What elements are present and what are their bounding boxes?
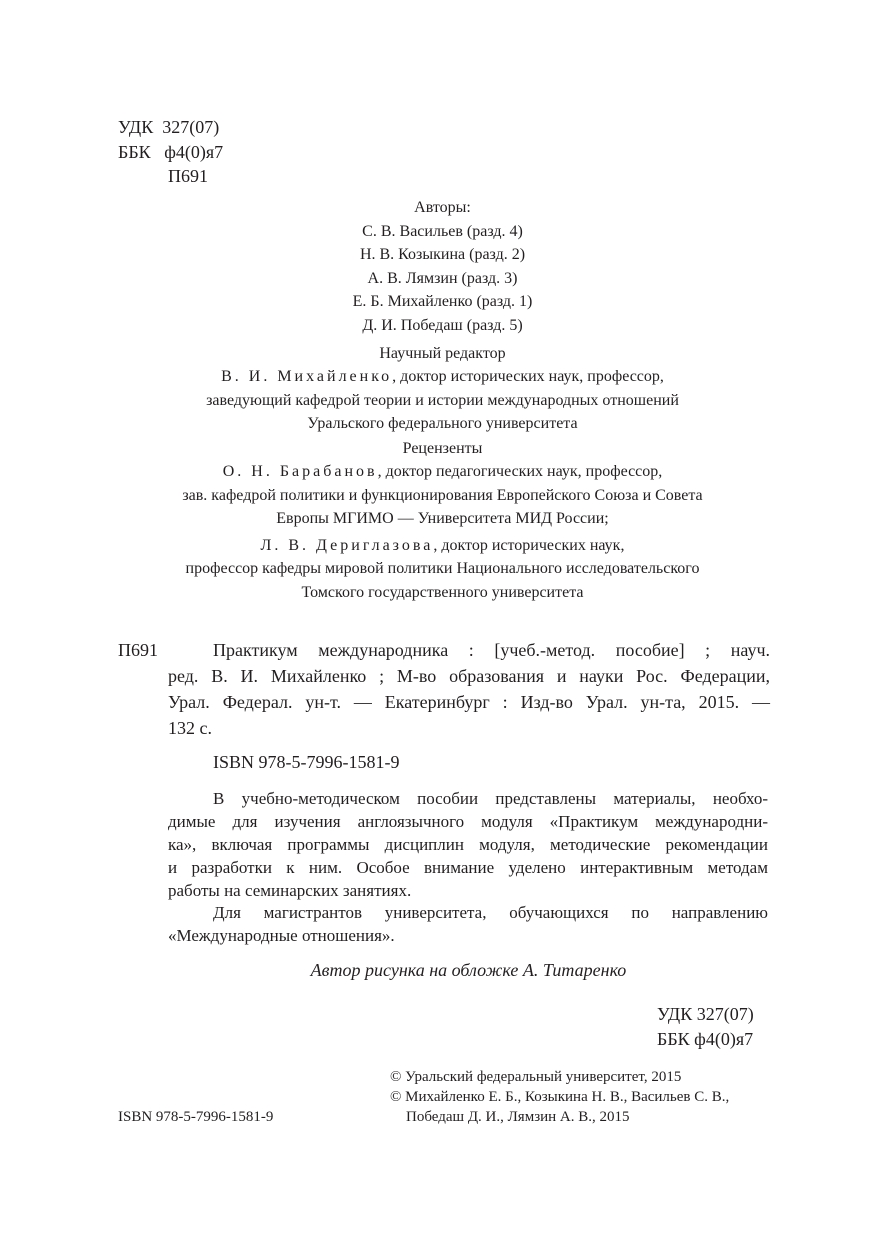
editor-block bbox=[100, 342, 785, 435]
reviewer1-line2: зав. кафедрой политики и функционирования Европейского Союза и Совета bbox=[182, 486, 703, 504]
author-mark: П691 bbox=[168, 166, 208, 186]
reviewer2-name: Л. В. Дериглазова bbox=[260, 537, 434, 554]
udk-line bbox=[118, 115, 219, 139]
authors-title: Авторы: bbox=[414, 199, 471, 216]
abstract-line: димые для изучения англоязычного модуля «Практикум международни- bbox=[168, 812, 768, 831]
reviewer2-line2: профессор кафедры мировой политики Национального исследовательского bbox=[185, 560, 700, 578]
editor-line1: В. И. Михайленко, доктор исторических наук, профессор, bbox=[221, 368, 664, 386]
catalog-line: Практикум международника : [учеб.-метод. пособие] ; науч. bbox=[213, 640, 770, 660]
catalog-isbn: ISBN 978-5-7996-1581-9 bbox=[213, 752, 400, 772]
editor-title: Научный редактор bbox=[379, 345, 506, 362]
footer-bbk: ББК ф4(0)я7 bbox=[657, 1029, 754, 1049]
cover-credit: Автор рисунка на обложке А. Титаренко bbox=[310, 960, 627, 980]
abstract-line: работы на семинарских занятиях. bbox=[168, 881, 412, 900]
reviewer2-line1: Л. В. Дериглазова, доктор исторических наук, bbox=[260, 537, 625, 554]
udk-label: УДК bbox=[118, 117, 154, 137]
reviewer1-name: О. Н. Барабанов bbox=[222, 463, 378, 481]
author-item: Д. И. Победаш (разд. 5) bbox=[362, 316, 523, 334]
editor-line3: Уральского федерального университета bbox=[307, 414, 578, 432]
catalog-line: Урал. Федерал. ун-т. — Екатеринбург : Изд-во Урал. ун-та, 2015. — bbox=[168, 692, 770, 712]
author-item: Н. В. Козыкина (разд. 2) bbox=[359, 246, 526, 264]
abstract-line: и разработки к ним. Особое внимание уделено интерактивным методам bbox=[168, 858, 768, 877]
abstract-line: «Международные отношения». bbox=[168, 926, 395, 945]
reviewers-block bbox=[100, 437, 785, 530]
udk-value: 327(07) bbox=[162, 117, 220, 137]
author-item: А. В. Лямзин (разд. 3) bbox=[367, 269, 518, 287]
reviewer1-line1: О. Н. Барабанов, доктор педагогических наук, профессор, bbox=[222, 463, 663, 481]
footer-udk: УДК 327(07) bbox=[657, 1004, 754, 1024]
copyright-authors-line1: © Михайленко Е. Б., Козыкина Н. В., Васильев С. В., bbox=[390, 1089, 730, 1105]
reviewers-title: Рецензенты bbox=[402, 440, 483, 457]
reviewer2-line3: Томского государственного университета bbox=[301, 583, 584, 601]
abstract-line: ка», включая программы дисциплин модуля, методические рекомендации bbox=[168, 835, 768, 854]
bbk-value: ф4(0)я7 bbox=[164, 142, 224, 162]
copyright-university: © Уральский федеральный университет, 2015 bbox=[390, 1069, 682, 1085]
reviewer1-line3: Европы МГИМО — Университета МИД России; bbox=[276, 509, 609, 527]
catalog-mark: П691 bbox=[118, 640, 158, 660]
catalog-line: 132 с. bbox=[168, 718, 212, 738]
bbk-line bbox=[118, 140, 223, 164]
footer-isbn: ISBN 978-5-7996-1581-9 bbox=[118, 1109, 274, 1125]
abstract-line: Для магистрантов университета, обучающихся по направлению bbox=[213, 903, 768, 922]
authors-block bbox=[100, 196, 785, 338]
reviewer2-block bbox=[100, 534, 785, 604]
catalog-line: ред. В. И. Михайленко ; М-во образования и науки Рос. Федерации, bbox=[168, 666, 770, 686]
copyright-authors-line2: Победаш Д. И., Лямзин А. В., 2015 bbox=[406, 1109, 630, 1125]
editor-name: В. И. Михайленко bbox=[221, 368, 393, 386]
author-item: С. В. Васильев (разд. 4) bbox=[362, 222, 523, 240]
editor-line2: заведующий кафедрой теории и истории международных отношений bbox=[206, 391, 679, 409]
author-item: Е. Б. Михайленко (разд. 1) bbox=[352, 293, 533, 311]
abstract-line: В учебно-методическом пособии представлены материалы, необхо- bbox=[213, 789, 768, 808]
bbk-label: ББК bbox=[118, 142, 151, 162]
